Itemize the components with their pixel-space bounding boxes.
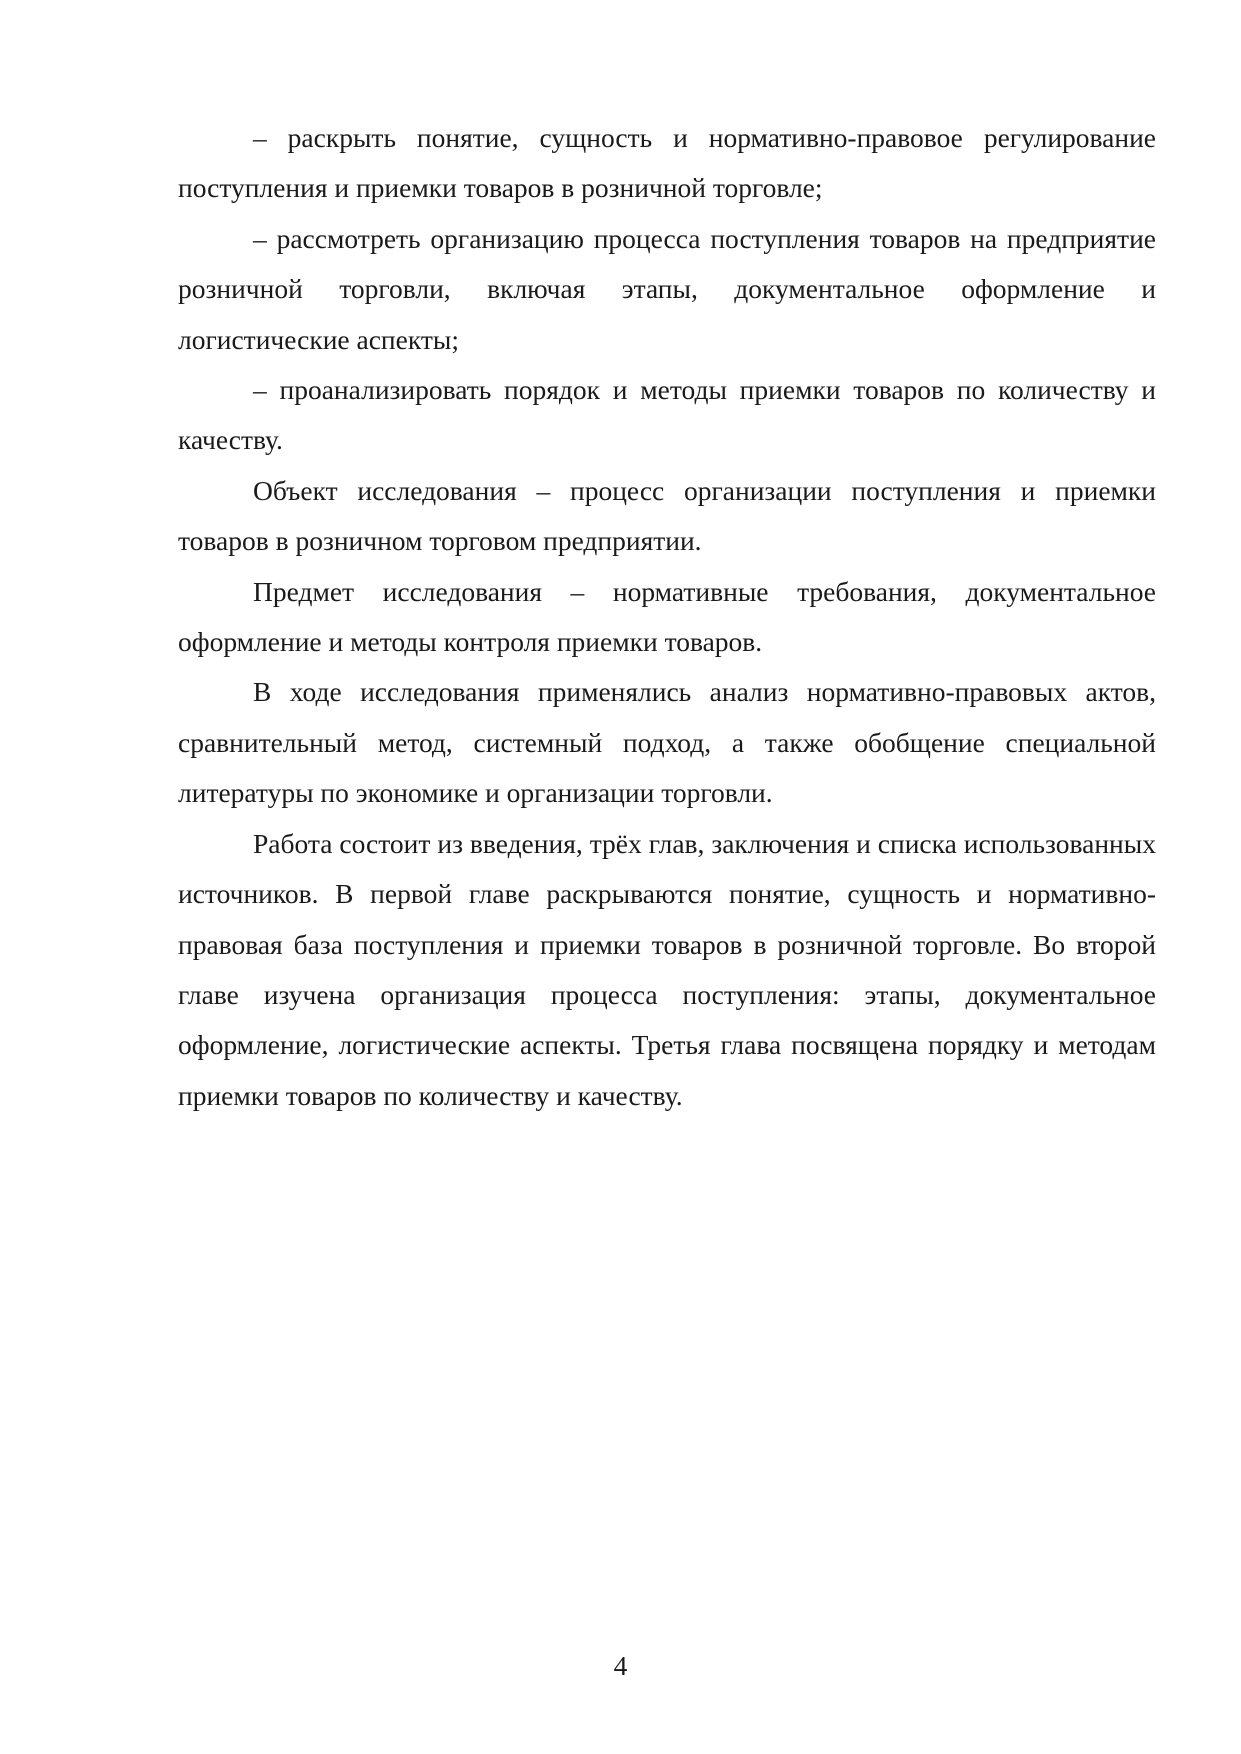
paragraph-research-object: Объект исследования – процесс организации поступления и приемки товаров в розничном торговом предприятии. bbox=[178, 474, 1156, 557]
paragraph-task-3: – проанализировать порядок и методы приемки товаров по количеству и качеству. bbox=[178, 374, 1156, 456]
page-number: 4 bbox=[613, 1650, 628, 1681]
paragraph-task-1: – раскрыть понятие, сущность и нормативно-правовое регулирование поступления и приемки товаров в розничной торговле; bbox=[178, 122, 1156, 204]
paragraph-methods: В ходе исследования применялись анализ нормативно-правовых актов, сравнительный метод, системный подход, а также обобщение специальной литературы по экономике и организации торговли. bbox=[178, 676, 1156, 809]
paragraph-task-2: – рассмотреть организацию процесса поступления товаров на предприятие розничной торговли, включая этапы, документальное оформление и логистические аспекты; bbox=[178, 222, 1156, 355]
paragraph-structure: Работа состоит из введения, трёх глав, заключения и списка использованных источников. В первой главе раскрываются понятие, сущность и нормативно-правовая база поступления и приемки товаров в розничной торговле. Во второй главе изучена организация процесса поступления: этапы, документальное оформление, логистические аспекты. Третья глава посвящена порядку и методам приемки товаров по количеству и качеству. bbox=[178, 827, 1156, 1111]
paragraph-research-subject: Предмет исследования – нормативные требования, документальное оформление и методы контроля приемки товаров. bbox=[178, 575, 1156, 658]
body-text bbox=[178, 113, 1156, 1121]
